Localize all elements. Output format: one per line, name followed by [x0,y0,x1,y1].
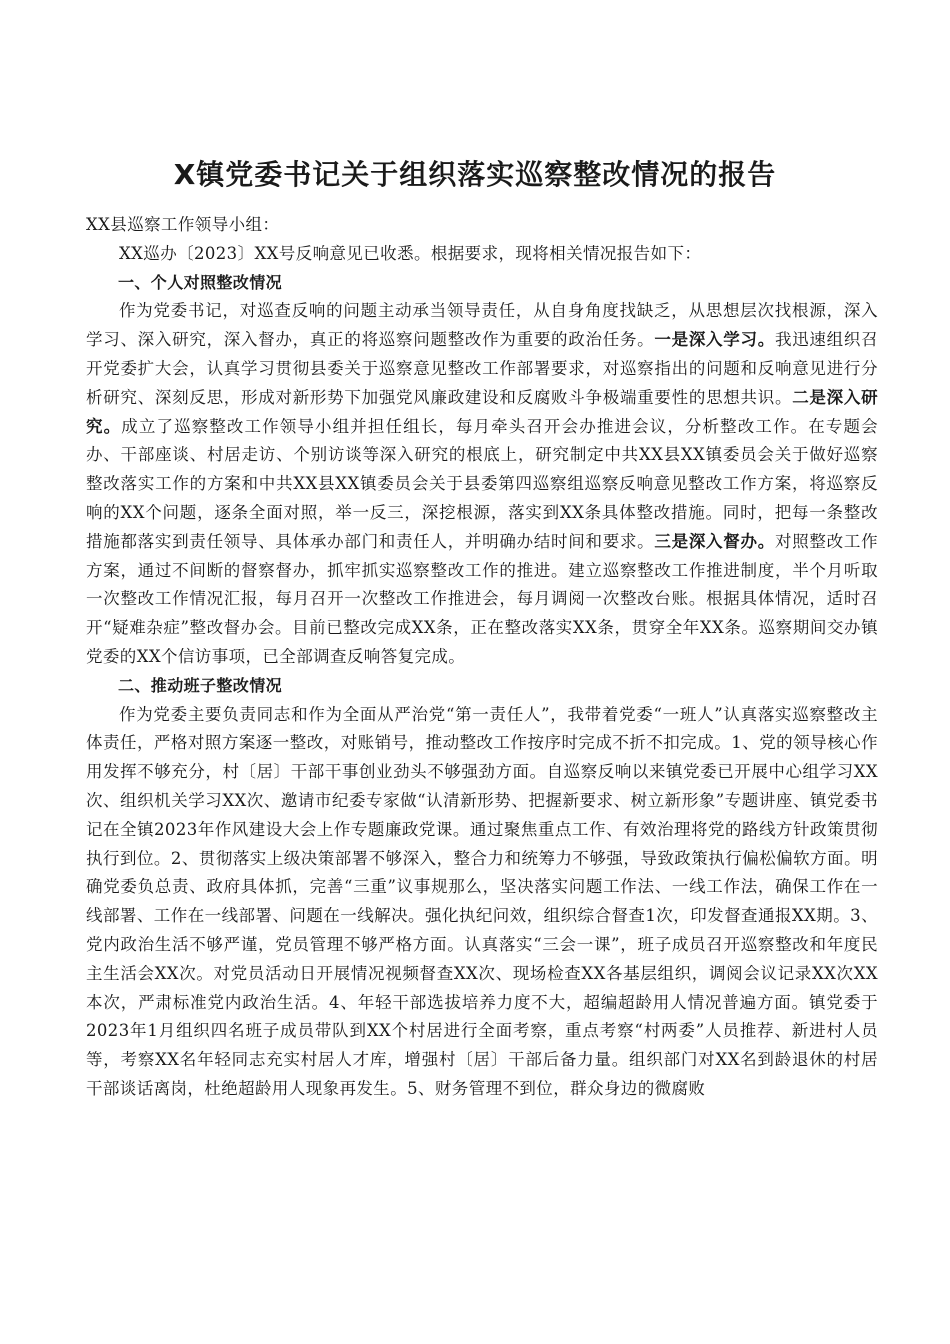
section-1-heading: 一、个人对照整改情况 [118,272,283,292]
section-1-paragraph [86,297,878,671]
section-1-lead: 作为党委书记，对巡查反响的问题主动承当领导责任，从自身角度找缺乏，从思想层次找根源，深入学习、深入研究，深入督办，真正的将巡察问题整改作为重要的政治任务。 [86,301,878,350]
point-3-text: 对照整改工作方案，通过不间断的督察督办，抓牢抓实巡察整改工作的推进。建立巡察整改工作推进制度，半个月听取一次整改工作情况汇报，每月召开一次整改工作推进会，每月调阅一次整改台账。根据具体情况，适时召开“疑难杂症”整改督办会。目前已整改完成XX条，正在整改落实XX条，贯穿全年XX条。巡察期间交办镇党委的XX个信访事项，已全部调查反响答复完成。 [86,531,878,666]
point-1-label: 一是深入学习。 [654,330,775,350]
section-2-heading: 二、推动班子整改情况 [118,675,283,695]
document-body [86,211,878,1104]
point-1-text: 我迅速组织召开党委扩大会，认真学习贯彻县委关于巡察意见整改工作部署要求，对巡察指出的问题和反响意见进行分析研究、深刻反思，形成对新形势下加强党风廉政建设和反腐败斗争极端重要性的思想共识。 [86,330,878,407]
point-3-label: 三是深入督办。 [654,531,775,551]
point-2-label: 二是深入研究。 [86,387,879,436]
intro-paragraph: XX巡办〔2023〕XX号反响意见已收悉。根据要求，现将相关情况报告如下： [119,243,702,263]
section-2-paragraph: 作为党委主要负责同志和作为全面从严治党“第一责任人”，我带着党委“一班人”认真落实巡察整改主体责任，严格对照方案逐一整改，对账销号，推动整改工作按序时完成不折不扣完成。1、党的领导核心作用发挥不够充分，村〔居〕干部干事创业劲头不够强劲方面。自巡察反响以来镇党委已开展中心组学习XX次、组织机关学习XX次、邀请市纪委专家做“认清新形势、把握新要求、树立新形象”专题讲座、镇党委书记在全镇2023年作风建设大会上作专题廉政党课。通过聚焦重点工作、有效治理将党的路线方针政策贯彻执行到位。2、贯彻落实上级决策部署不够深入，整合力和统筹力不够强，导致政策执行偏松偏软方面。明确党委负总责、政府具体抓，完善“三重”议事规那么，坚决落实问题工作法、一线工作法，确保工作在一线部署、工作在一线部署、问题在一线解决。强化执纪问效，组织综合督查1次，印发督查通报XX期。3、党内政治生活不够严谨，党员管理不够严格方面。认真落实“三会一课”，班子成员召开巡察整改和年度民主生活会XX次。对党员活动日开展情况视频督查XX次、现场检查XX各基层组织，调阅会议记录XX次XX本次，严肃标准党内政治生活。4、年轻干部选拔培养力度不大，超编超龄用人情况普遍方面。镇党委于2023年1月组织四名班子成员带队到XX个村居进行全面考察，重点考察“村两委”人员推荐、新进村人员等，考察XX名年轻同志充实村居人才库，增强村〔居〕干部后备力量。组织部门对XX名到龄退休的村居干部谈话离岗，杜绝超龄用人现象再发生。5、财务管理不到位，群众身边的微腐败 [86,704,878,1098]
point-2-text: 成立了巡察整改工作领导小组并担任组长，每月牵头召开会办推进会议，分析整改工作。在专题会办、干部座谈、村居走访、个别访谈等深入研究的根底上，研究制定中共XX县XX镇委员会关于做好巡察整改落实工作的方案和中共XX县XX镇委员会关于县委第四巡察组巡察反响意见整改工作方案，将巡察反响的XX个问题，逐条全面对照，举一反三，深挖根源，落实到XX条具体整改措施。同时，把每一条整改措施都落实到责任领导、具体承办部门和责任人，并明确办结时间和要求。 [86,416,878,551]
document-title: X镇党委书记关于组织落实巡察整改情况的报告 [173,158,777,191]
salutation: XX县巡察工作领导小组： [86,215,280,234]
